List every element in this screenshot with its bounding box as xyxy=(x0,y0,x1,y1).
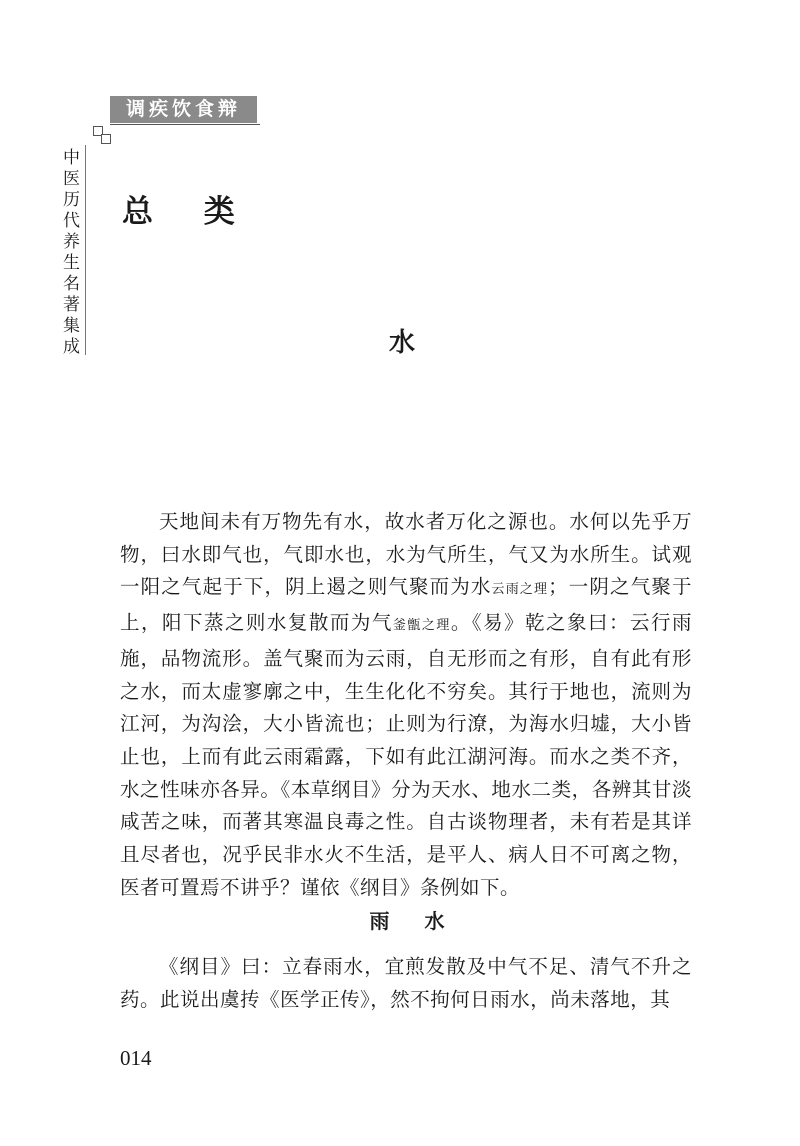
main-paragraph xyxy=(120,506,692,904)
inline-note: 云雨之理 xyxy=(491,582,549,598)
decorative-square xyxy=(101,134,111,144)
section-title: 总 类 xyxy=(122,194,255,230)
paragraph-text: 天地间未有万物先有水，故水者万化之源也。水何以先乎万物，曰水即气也，气即水也，水为气所生，气又为水所生。试观一阳之气起于下，阴上遏之则气聚而为水 xyxy=(120,510,692,599)
paragraph-text: 《纲目》曰：立春雨水，宜煎发散及中气不足、清气不升之药。此说出虞抟《医学正传》，然不拘何日雨水，尚未落地，其 xyxy=(120,955,692,1011)
series-title: 中医历代养生名著集成 xyxy=(59,148,79,358)
subsection-title: 水 xyxy=(388,328,415,358)
rain-water-title: 雨 水 xyxy=(369,909,459,933)
header-divider xyxy=(110,124,260,125)
inline-note: 釜甑之理 xyxy=(392,618,451,634)
rain-water-paragraph xyxy=(120,950,692,1016)
paragraph-text: 。《易》乾之象曰：云行雨施，品物流形。盖气聚而为云雨，自无形而之有形，自有此有形之水，而太虚寥廓之中，生生化化不穷矣。其行于地也，流则为江河，为沟浍，大小皆流也；止则为行潦，为海水归墟，大小皆止也，上而有此云雨霜露，下如有此江湖河海。而水之类不齐，水之性味亦各异。《本草纲目》分为天水、地水二类，各辨其甘淡咸苦之味，而著其寒温良毒之性。自古谈物理者，未有若是其详且尽者也，况乎民非水火不生活，是平人、病人日不可离之物，医者可置焉不讲乎？谨依《纲目》条例如下。 xyxy=(120,611,692,899)
paragraph-text: ；一阴之气聚于上，阳下蒸之则水复散而为气 xyxy=(120,575,692,635)
page-number: 014 xyxy=(120,1046,152,1070)
chapter-label: 调疾饮食辩 xyxy=(110,96,257,123)
